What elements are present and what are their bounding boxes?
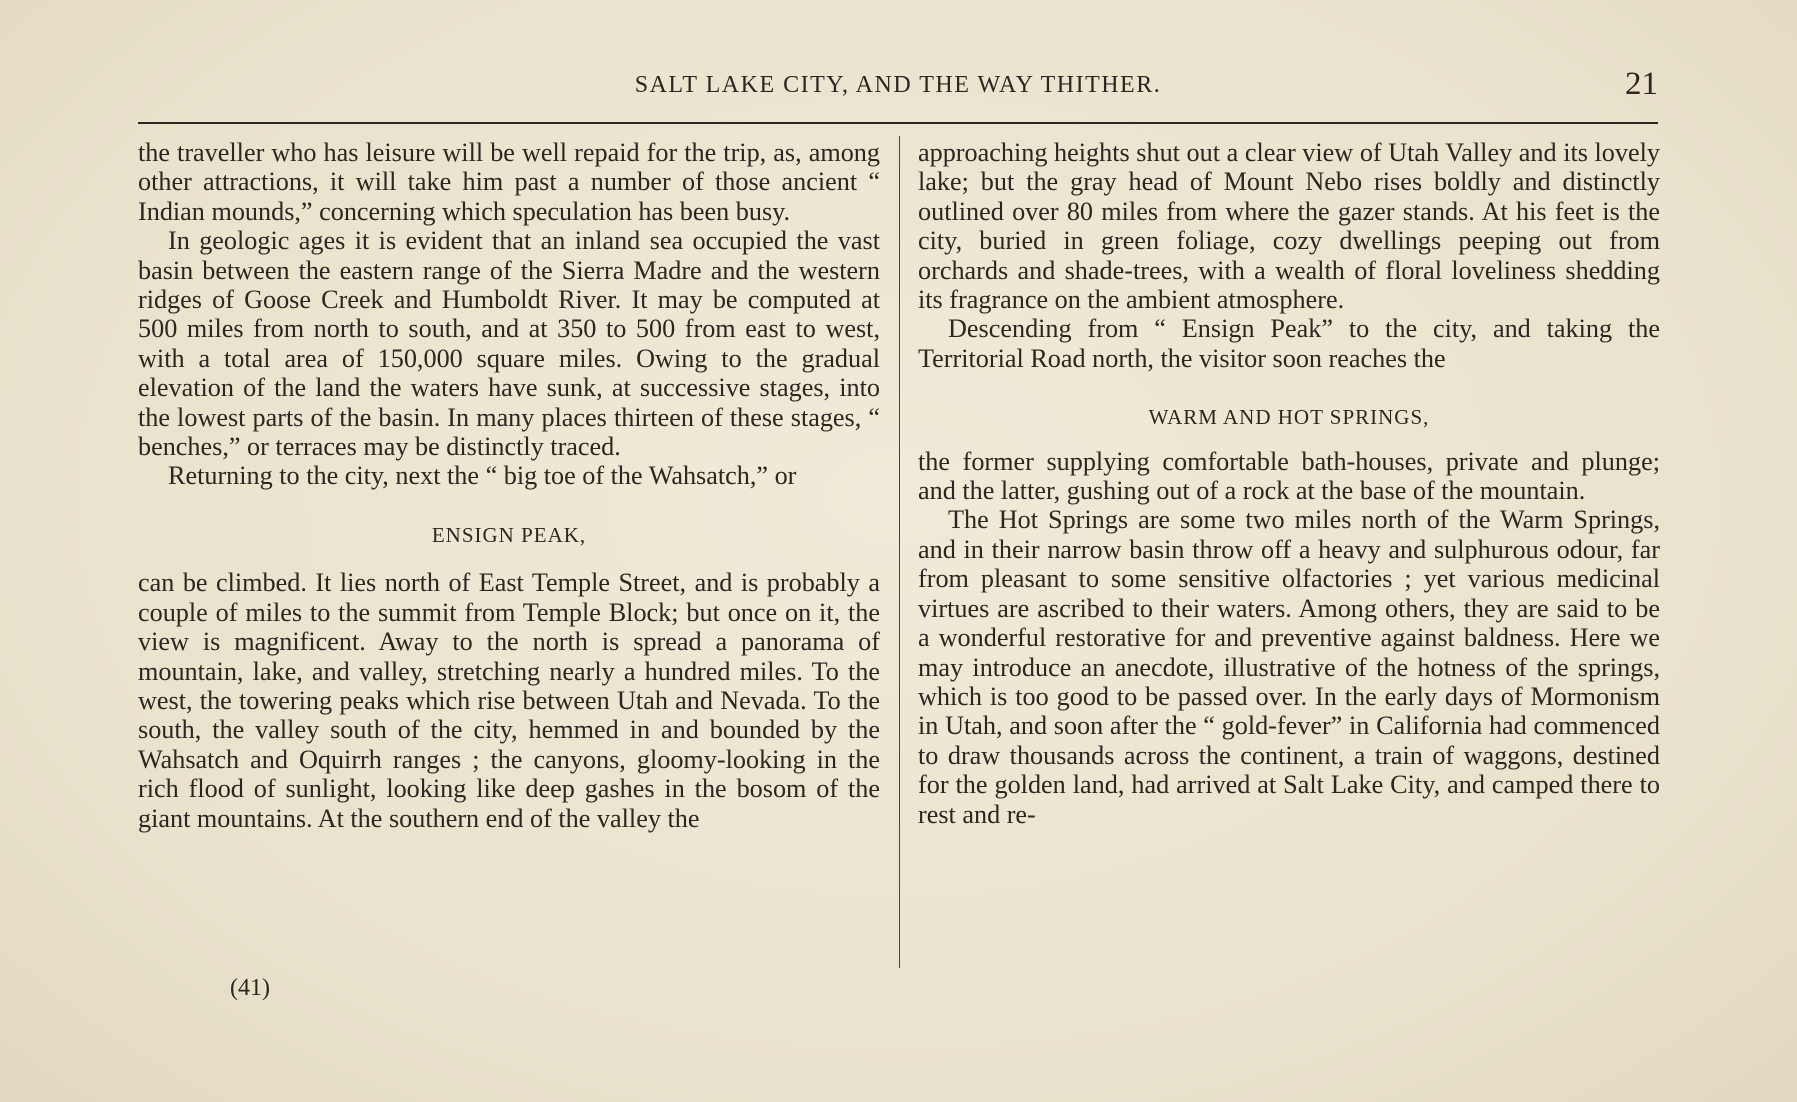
right-paragraph-3: the former supplying comfortable bath-houses, private and plunge; and the latter, gushing out of a rock at the base of the mountain. xyxy=(918,446,1660,506)
folio-mark: (41) xyxy=(230,975,270,1001)
column-divider xyxy=(899,136,900,968)
running-head xyxy=(138,62,1658,112)
right-paragraph-2: Descending from “ Ensign Peak” to the city, and taking the Territorial Road north, the visitor soon reaches the xyxy=(918,314,1660,373)
left-column xyxy=(138,138,880,833)
left-paragraph-1: the traveller who has leisure will be well repaid for the trip, as, among other attractions, it will take him past a number of those ancient “ Indian mounds,” concerning which speculation has been busy. xyxy=(138,138,880,226)
left-paragraph-3: Returning to the city, next the “ big toe of the Wahsatch,” or xyxy=(168,461,797,491)
right-paragraph-4: The Hot Springs are some two miles north of the Warm Springs, and in their narrow basin throw off a heavy and sulphurous odour, far from pleasant to some sensitive olfactories ; yet various medicinal virtues are ascribed to their waters. Among others, they are said to be a wonderful restorative for and preventive against baldness. Here we may introduce an anecdote, illustrative of the hotness of the springs, which is too good to be passed over. In the early days of Mormonism in Utah, and soon after the “ gold-fever” in California had commenced to draw thousands across the continent, a train of waggons, destined for the golden land, had arrived at Salt Lake City, and camped there to rest and re- xyxy=(918,505,1660,829)
header-rule xyxy=(138,122,1658,124)
left-paragraph-2: In geologic ages it is evident that an inland sea occupied the vast basin between the eastern range of the Sierra Madre and the western ridges of Goose Creek and Humboldt River. It may be computed at 500 miles from north to south, and at 350 to 500 from east to west, with a total area of 150,000 square miles. Owing to the gradual elevation of the land the waters have sunk, at successive stages, into the lowest parts of the basin. In many places thirteen of these stages, “ benches,” or terraces may be distinctly traced. xyxy=(138,226,880,462)
section-heading-ensign-peak: ENSIGN PEAK, xyxy=(431,522,587,547)
section-heading-warm-hot-springs: WARM AND HOT SPRINGS, xyxy=(1148,405,1430,430)
left-paragraph-4: can be climbed. It lies north of East Temple Street, and is probably a couple of miles to the summit from Temple Block; but once on it, the view is magnificent. Away to the north is spread a panorama of mountain, lake, and valley, stretching nearly a hundred miles. To the west, the towering peaks which rise between Utah and Nevada. To the south, the valley south of the city, hemmed in and bounded by the Wahsatch and Oquirrh ranges ; the canyons, gloomy-looking in the rich flood of sunlight, looking like deep gashes in the bosom of the giant mountains. At the southern end of the valley the xyxy=(138,568,880,833)
right-column xyxy=(918,138,1660,829)
right-paragraph-1: approaching heights shut out a clear view of Utah Valley and its lovely lake; but the gray head of Mount Nebo rises boldly and distinctly outlined over 80 miles from where the gazer stands. At his feet is the city, buried in green foliage, cozy dwellings peeping out from orchards and shade-trees, with a wealth of floral loveliness shedding its fragrance on the ambient atmosphere. xyxy=(918,138,1660,315)
running-title: SALT LAKE CITY, AND THE WAY THITHER. xyxy=(634,72,1162,98)
page-number: 21 xyxy=(1625,66,1658,102)
